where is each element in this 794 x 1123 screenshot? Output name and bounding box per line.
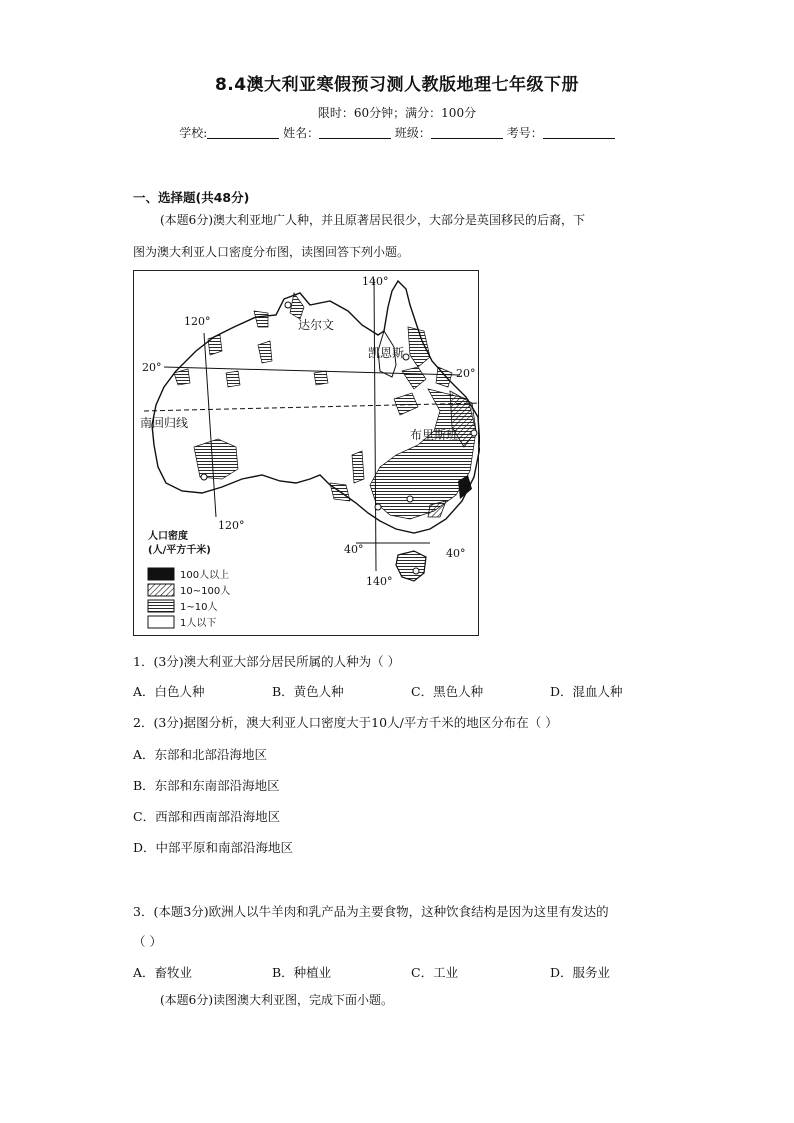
- class-label: 班级：: [394, 126, 431, 140]
- legend-title-2: (人/平方千米): [148, 545, 211, 556]
- student-info-row: [0, 124, 794, 141]
- legend-item-3: 1~10人: [180, 602, 218, 613]
- q1-option-a[interactable]: A．白色人种: [133, 684, 205, 699]
- label-lon-120-top: 120°: [184, 315, 211, 328]
- q1-option-b[interactable]: B．黄色人种: [272, 684, 344, 699]
- intro-line-1: (本题6分)澳大利亚地广人种，并且原著居民很少，大部分是英国移民的后裔，下: [160, 213, 586, 227]
- q3-option-b[interactable]: B．种植业: [272, 965, 332, 980]
- legend-item-4: 1人以下: [180, 618, 217, 629]
- label-lat-20-right: 20°: [456, 367, 476, 380]
- question-1-stem: 1．(3分)澳大利亚大部分居民所属的人种为（ ）: [133, 654, 401, 669]
- label-lon-140-bottom: 140°: [366, 575, 393, 588]
- label-lat-40-left: 40°: [344, 543, 364, 556]
- time-score-info: 限时：60分钟；满分：100分: [317, 106, 477, 120]
- school-label: 学校:: [179, 126, 208, 140]
- name-blank: [319, 126, 391, 139]
- legend-item-1: 100人以上: [180, 570, 230, 581]
- question-3-stem-line-2: （ ）: [133, 934, 162, 949]
- label-lon-140-top: 140°: [362, 275, 389, 288]
- legend-item-2: 10~100人: [180, 586, 231, 597]
- exam-number-blank: [543, 126, 615, 139]
- q2-option-c[interactable]: C．西部和西南部沿海地区: [133, 809, 281, 824]
- q2-option-b[interactable]: B．东部和东南部沿海地区: [133, 778, 280, 793]
- question-3-stem-line-1: 3．(本题3分)欧洲人以牛羊肉和乳产品为主要食物，这种饮食结构是因为这里有发达的: [133, 904, 609, 919]
- label-tropic: 南回归线: [140, 416, 189, 430]
- q2-option-d[interactable]: D．中部平原和南部沿海地区: [133, 840, 294, 855]
- label-cairns: 凯恩斯: [368, 346, 405, 360]
- section-title: 一、选择题(共48分): [133, 190, 250, 205]
- q3-option-d[interactable]: D．服务业: [550, 965, 611, 980]
- intro-line-2: 图为澳大利亚人口密度分布图，读图回答下列小题。: [133, 245, 410, 259]
- page-title: 8.4澳大利亚寒假预习测人教版地理七年级下册: [214, 75, 580, 95]
- label-lat-20-left: 20°: [142, 361, 162, 374]
- question-2-stem: 2．(3分)据图分析，澳大利亚人口密度大于10人/平方千米的地区分布在（ ）: [133, 715, 558, 730]
- name-label: 姓名：: [283, 126, 320, 140]
- label-lat-40-right: 40°: [446, 547, 466, 560]
- label-darwin: 达尔文: [298, 318, 335, 332]
- q1-option-c[interactable]: C．黑色人种: [411, 684, 484, 699]
- map-legend: [148, 529, 230, 629]
- exam-number-label: 考号：: [506, 126, 543, 140]
- tasmania-outline: [396, 551, 426, 581]
- population-density-map: [133, 270, 479, 636]
- school-blank: [207, 126, 279, 139]
- q3-option-c[interactable]: C．工业: [411, 965, 459, 980]
- q3-option-a[interactable]: A．畜牧业: [133, 965, 193, 980]
- legend-title-1: 人口密度: [148, 531, 188, 542]
- q2-option-a[interactable]: A．东部和北部沿海地区: [133, 747, 268, 762]
- q1-option-d[interactable]: D．混血人种: [550, 684, 623, 699]
- label-lon-120-bottom: 120°: [218, 519, 245, 532]
- intro-2: (本题6分)读图澳大利亚图，完成下面小题。: [160, 993, 393, 1007]
- class-blank: [431, 126, 503, 139]
- label-brisbane: 布里斯班: [410, 428, 459, 442]
